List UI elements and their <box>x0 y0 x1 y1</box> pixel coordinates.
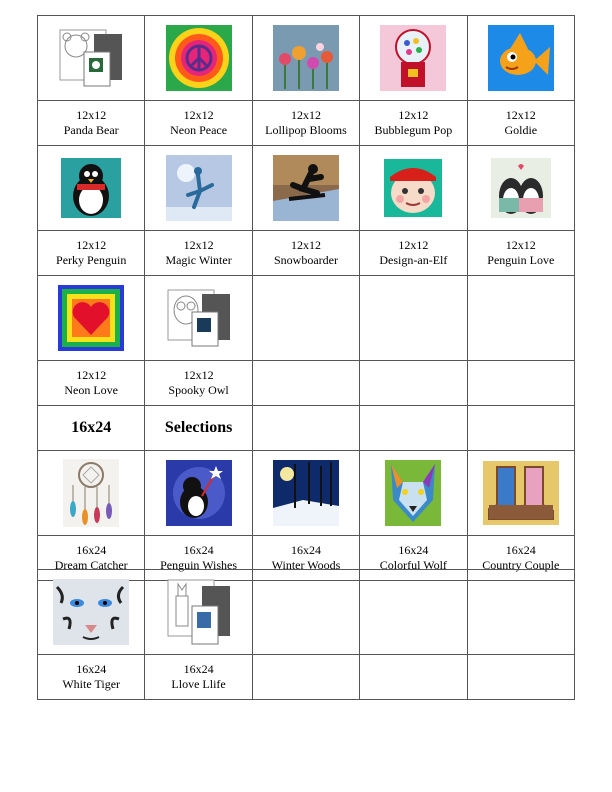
heart-icon <box>58 285 124 351</box>
penguin-wand-icon <box>166 460 232 526</box>
thumbnail-cell <box>145 16 252 101</box>
caption-cell <box>145 101 252 146</box>
title-label: Llove Llife <box>171 677 226 691</box>
empty-cell <box>360 655 467 700</box>
caption-cell <box>467 101 574 146</box>
tiger-icon <box>53 579 129 645</box>
caption-cell <box>360 101 467 146</box>
caption-cell <box>38 655 145 700</box>
thumbnail-cell <box>360 16 467 101</box>
caption-cell <box>467 231 574 276</box>
peace-sign-icon <box>166 25 232 91</box>
thumbnail-cell <box>145 570 252 655</box>
title-label: Country Couple <box>482 558 560 572</box>
caption-cell <box>145 231 252 276</box>
title-label: Magic Winter <box>165 253 232 267</box>
size-label: 12x12 <box>183 108 214 122</box>
thumbnail-cell <box>145 276 252 361</box>
title-label: White Tiger <box>62 677 121 691</box>
thumbnail-cell <box>467 146 574 231</box>
title-label: Goldie <box>504 123 538 137</box>
flowers-icon <box>273 25 339 91</box>
caption-cell <box>145 655 252 700</box>
title-label: Dream Catcher <box>54 558 128 572</box>
caption-cell <box>145 361 252 406</box>
size-label: 16x24 <box>183 662 214 676</box>
size-label: 12x12 <box>76 108 107 122</box>
thumbnail-cell <box>467 451 574 536</box>
size-label: 16x24 <box>505 543 536 557</box>
title-label: Penguin Love <box>487 253 555 267</box>
empty-cell <box>360 406 467 451</box>
painting-catalog-table-continued <box>37 569 575 700</box>
section-heading: Selections <box>145 406 252 451</box>
panda-sketch-icon <box>56 26 126 90</box>
goldfish-icon <box>488 25 554 91</box>
title-label: Bubblegum Pop <box>374 123 453 137</box>
caption-cell <box>360 231 467 276</box>
empty-cell <box>252 570 359 655</box>
wolf-icon <box>385 460 441 526</box>
title-label: Neon Love <box>64 383 119 397</box>
gumball-machine-icon <box>380 25 446 91</box>
painting-catalog-table <box>37 15 575 581</box>
caption-cell <box>252 101 359 146</box>
size-label: 12x12 <box>505 108 536 122</box>
empty-cell <box>252 361 359 406</box>
size-label: 12x12 <box>505 238 536 252</box>
thumbnail-cell <box>360 451 467 536</box>
empty-cell <box>467 570 574 655</box>
snowboarder-icon <box>273 155 339 221</box>
size-label: 12x12 <box>398 108 429 122</box>
size-label: 16x24 <box>183 543 214 557</box>
thumbnail-cell <box>38 146 145 231</box>
empty-cell <box>467 406 574 451</box>
title-label: Penguin Wishes <box>160 558 238 572</box>
empty-cell <box>252 655 359 700</box>
empty-cell <box>360 570 467 655</box>
size-label: 16x24 <box>290 543 321 557</box>
caption-cell <box>38 361 145 406</box>
skater-icon <box>166 155 232 221</box>
empty-cell <box>467 361 574 406</box>
title-label: Panda Bear <box>63 123 119 137</box>
title-label: Neon Peace <box>170 123 228 137</box>
llama-sketch-icon <box>164 576 234 648</box>
empty-cell <box>252 276 359 361</box>
thumbnail-cell <box>38 451 145 536</box>
thumbnail-cell <box>252 16 359 101</box>
thumbnail-cell <box>38 16 145 101</box>
winter-woods-icon <box>273 460 339 526</box>
penguin-couple-icon <box>491 158 551 218</box>
size-label: 12x12 <box>290 108 321 122</box>
thumbnail-cell <box>252 146 359 231</box>
section-size-heading: 16x24 <box>38 406 145 451</box>
thumbnail-cell <box>252 451 359 536</box>
title-label: Spooky Owl <box>168 383 229 397</box>
thumbnail-cell <box>145 451 252 536</box>
title-label: Design-an-Elf <box>379 253 448 267</box>
size-label: 16x24 <box>76 662 107 676</box>
title-label: Lollipop Blooms <box>265 123 347 137</box>
title-label: Perky Penguin <box>56 253 127 267</box>
boots-icon <box>483 461 559 525</box>
thumbnail-cell <box>38 276 145 361</box>
size-label: 12x12 <box>290 238 321 252</box>
caption-cell <box>38 101 145 146</box>
title-label: Snowboarder <box>273 253 338 267</box>
size-label: 12x12 <box>76 238 107 252</box>
owl-sketch-icon <box>164 286 234 350</box>
thumbnail-cell <box>38 570 145 655</box>
empty-cell <box>467 655 574 700</box>
penguin-icon <box>61 158 121 218</box>
size-label: 12x12 <box>183 368 214 382</box>
size-label: 12x12 <box>76 368 107 382</box>
title-label: Winter Woods <box>271 558 341 572</box>
elf-icon <box>384 159 442 217</box>
empty-cell <box>252 406 359 451</box>
title-label: Colorful Wolf <box>379 558 447 572</box>
thumbnail-cell <box>467 16 574 101</box>
size-label: 16x24 <box>76 543 107 557</box>
empty-cell <box>360 361 467 406</box>
dreamcatcher-icon <box>63 459 119 527</box>
empty-cell <box>467 276 574 361</box>
size-label: 16x24 <box>398 543 429 557</box>
caption-cell <box>38 231 145 276</box>
size-label: 12x12 <box>183 238 214 252</box>
caption-cell <box>252 231 359 276</box>
size-label: 12x12 <box>398 238 429 252</box>
thumbnail-cell <box>145 146 252 231</box>
empty-cell <box>360 276 467 361</box>
thumbnail-cell <box>360 146 467 231</box>
